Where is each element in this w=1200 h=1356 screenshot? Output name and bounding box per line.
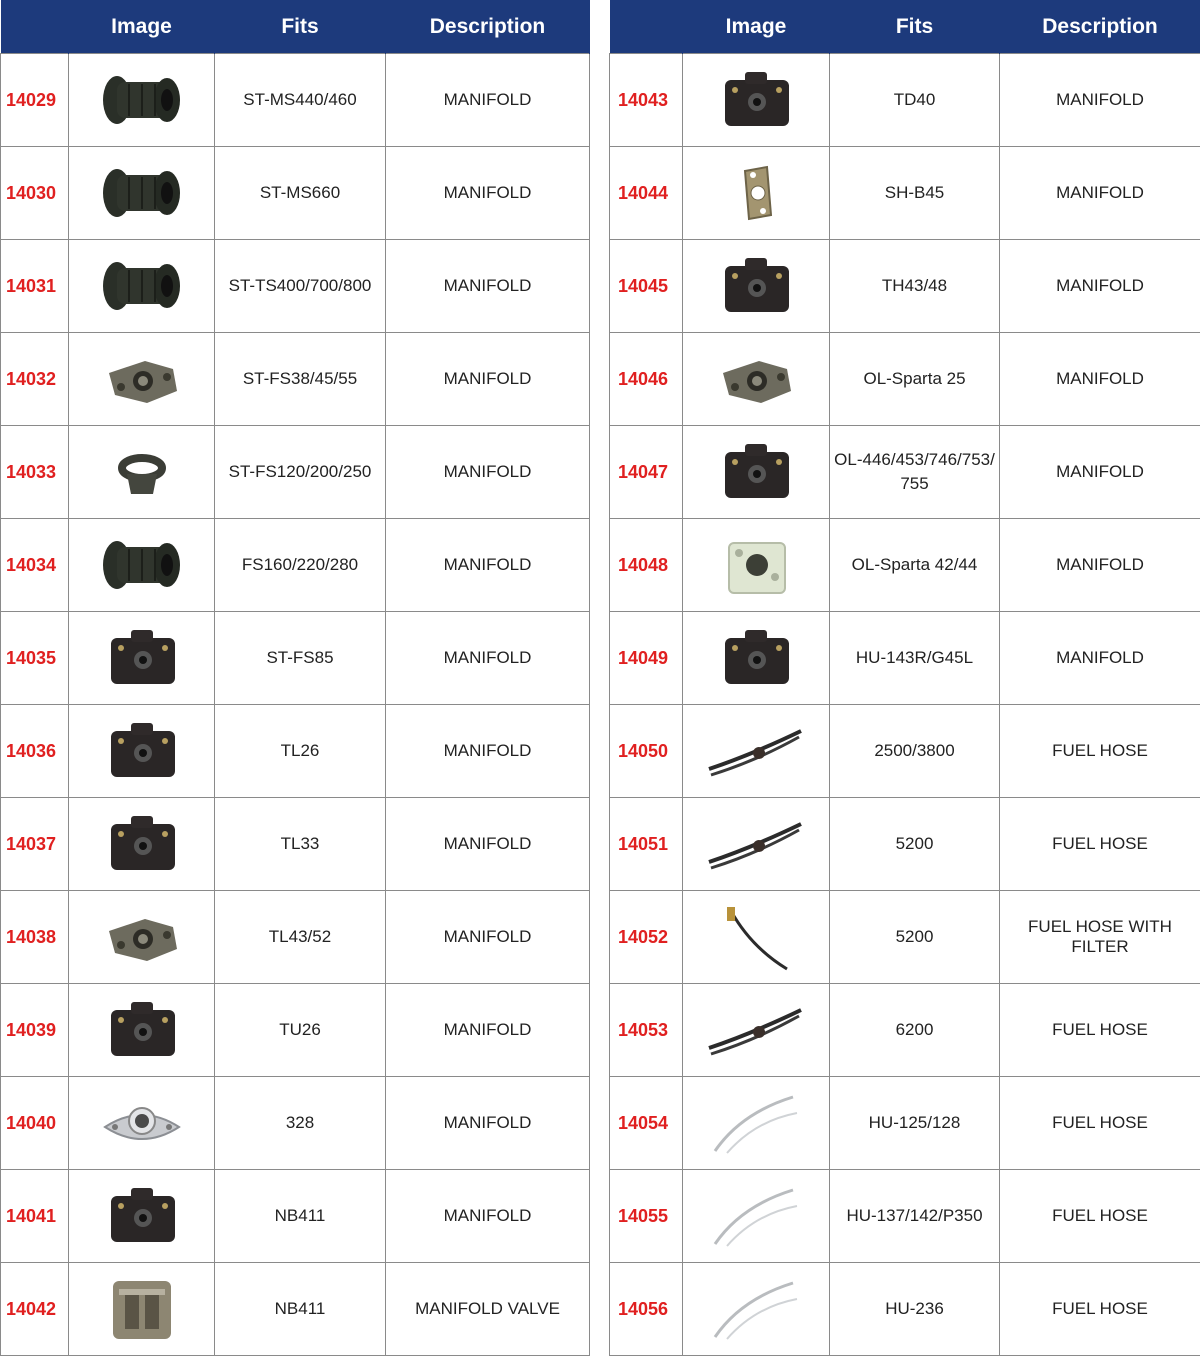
- part-number: 14041: [1, 1170, 69, 1263]
- rubber-manifold-icon: [71, 153, 212, 233]
- part-number: 14056: [610, 1263, 683, 1356]
- block-manifold-icon: [71, 1176, 212, 1256]
- table-row: [610, 1263, 1200, 1356]
- metal-flange-icon: [71, 1083, 212, 1163]
- part-image-cell: [683, 240, 830, 333]
- part-number: 14035: [1, 612, 69, 705]
- part-image-cell: [69, 1263, 215, 1356]
- part-number: 14049: [610, 612, 683, 705]
- table-row: [610, 1170, 1200, 1263]
- part-description: FUEL HOSE: [1000, 984, 1200, 1077]
- table-row: [1, 426, 590, 519]
- block-manifold-icon: [71, 711, 212, 791]
- part-number: 14031: [1, 240, 69, 333]
- part-description: FUEL HOSE WITH FILTER: [1000, 891, 1200, 984]
- part-description: MANIFOLD: [386, 891, 590, 984]
- parts-table-left: [0, 0, 590, 1356]
- gasket-icon: [685, 153, 827, 233]
- flange-manifold-icon: [71, 897, 212, 977]
- part-image-cell: [69, 705, 215, 798]
- table-row: [610, 240, 1200, 333]
- table-row: [1, 333, 590, 426]
- part-number: 14029: [1, 54, 69, 147]
- part-description: MANIFOLD: [1000, 519, 1200, 612]
- part-number: 14037: [1, 798, 69, 891]
- parts-table-right: [609, 0, 1200, 1356]
- table-row: [610, 705, 1200, 798]
- part-description: MANIFOLD: [1000, 240, 1200, 333]
- table-row: [610, 147, 1200, 240]
- part-description: FUEL HOSE: [1000, 1170, 1200, 1263]
- fits-model: OL-446/453/746/753/ 755: [830, 426, 1000, 519]
- clear-hose-icon: [685, 1269, 827, 1349]
- part-number: 14038: [1, 891, 69, 984]
- part-number: 14043: [610, 54, 683, 147]
- part-description: MANIFOLD: [386, 705, 590, 798]
- part-image-cell: [683, 798, 830, 891]
- description-column-header: Description: [386, 0, 590, 54]
- fits-model: ST-FS85: [215, 612, 386, 705]
- table-row: [1, 1263, 590, 1356]
- part-number: 14036: [1, 705, 69, 798]
- fits-model: FS160/220/280: [215, 519, 386, 612]
- part-description: MANIFOLD: [1000, 612, 1200, 705]
- part-image-cell: [683, 426, 830, 519]
- fits-model: TH43/48: [830, 240, 1000, 333]
- part-number: 14039: [1, 984, 69, 1077]
- fits-model: TL33: [215, 798, 386, 891]
- part-description: FUEL HOSE: [1000, 705, 1200, 798]
- fits-model: TL43/52: [215, 891, 386, 984]
- fits-model: TL26: [215, 705, 386, 798]
- part-number: 14055: [610, 1170, 683, 1263]
- part-image-cell: [69, 333, 215, 426]
- part-description: MANIFOLD: [386, 426, 590, 519]
- fits-model: 5200: [830, 798, 1000, 891]
- part-image-cell: [69, 54, 215, 147]
- flange-manifold-icon: [71, 339, 212, 419]
- part-description: FUEL HOSE: [1000, 798, 1200, 891]
- part-number: 14044: [610, 147, 683, 240]
- block-manifold-icon: [685, 246, 827, 326]
- table-row: [1, 147, 590, 240]
- part-image-cell: [69, 426, 215, 519]
- table-row: [610, 891, 1200, 984]
- description-column-header: Description: [1000, 0, 1200, 54]
- fits-model: OL-Sparta 42/44: [830, 519, 1000, 612]
- table-row: [610, 426, 1200, 519]
- parts-table-left-body: [1, 54, 590, 1356]
- fits-model: HU-125/128: [830, 1077, 1000, 1170]
- part-number: 14050: [610, 705, 683, 798]
- table-row: [1, 1170, 590, 1263]
- part-image-cell: [683, 1170, 830, 1263]
- reed-valve-icon: [71, 1269, 212, 1349]
- part-image-cell: [683, 612, 830, 705]
- part-image-cell: [69, 240, 215, 333]
- ring-manifold-icon: [71, 432, 212, 512]
- part-number: 14030: [1, 147, 69, 240]
- fits-model: 5200: [830, 891, 1000, 984]
- part-image-cell: [683, 333, 830, 426]
- table-row: [610, 798, 1200, 891]
- part-description: MANIFOLD: [386, 333, 590, 426]
- part-image-cell: [69, 798, 215, 891]
- rubber-manifold-icon: [71, 60, 212, 140]
- part-image-cell: [69, 1170, 215, 1263]
- part-description: MANIFOLD: [1000, 333, 1200, 426]
- part-number: 14053: [610, 984, 683, 1077]
- fits-model: ST-MS660: [215, 147, 386, 240]
- part-image-cell: [683, 984, 830, 1077]
- part-image-cell: [69, 1077, 215, 1170]
- rubber-manifold-icon: [71, 525, 212, 605]
- table-row: [1, 612, 590, 705]
- table-row: [1, 240, 590, 333]
- table-header-row: [1, 0, 590, 54]
- table-row: [610, 612, 1200, 705]
- part-image-cell: [69, 147, 215, 240]
- flange-manifold-icon: [685, 339, 827, 419]
- fits-model: HU-137/142/P350: [830, 1170, 1000, 1263]
- fits-column-header: Fits: [830, 0, 1000, 54]
- block-manifold-icon: [71, 804, 212, 884]
- fits-model: ST-TS400/700/800: [215, 240, 386, 333]
- fits-model: TD40: [830, 54, 1000, 147]
- fits-column-header: Fits: [215, 0, 386, 54]
- fits-model: ST-FS120/200/250: [215, 426, 386, 519]
- part-number: 14032: [1, 333, 69, 426]
- block-manifold-icon: [71, 990, 212, 1070]
- part-image-cell: [69, 891, 215, 984]
- part-image-cell: [683, 147, 830, 240]
- block-manifold-icon: [685, 618, 827, 698]
- part-description: MANIFOLD: [1000, 54, 1200, 147]
- block-manifold-icon: [685, 432, 827, 512]
- part-number: 14051: [610, 798, 683, 891]
- fuel-hose-icon: [685, 990, 827, 1070]
- part-number: 14054: [610, 1077, 683, 1170]
- image-column-header: Image: [69, 0, 215, 54]
- table-row: [1, 705, 590, 798]
- part-image-cell: [683, 54, 830, 147]
- fits-model: NB411: [215, 1170, 386, 1263]
- part-number: 14047: [610, 426, 683, 519]
- part-description: MANIFOLD: [386, 1170, 590, 1263]
- part-description: MANIFOLD: [386, 54, 590, 147]
- fits-model: 328: [215, 1077, 386, 1170]
- table-row: [610, 333, 1200, 426]
- fits-model: NB411: [215, 1263, 386, 1356]
- fits-model: ST-FS38/45/55: [215, 333, 386, 426]
- fuel-hose-icon: [685, 804, 827, 884]
- part-description: MANIFOLD VALVE: [386, 1263, 590, 1356]
- code-column-header: [610, 0, 683, 54]
- part-number: 14034: [1, 519, 69, 612]
- fits-model: HU-236: [830, 1263, 1000, 1356]
- part-image-cell: [69, 984, 215, 1077]
- code-column-header: [1, 0, 69, 54]
- table-row: [1, 798, 590, 891]
- table-row: [1, 891, 590, 984]
- part-image-cell: [683, 1077, 830, 1170]
- white-manifold-icon: [685, 525, 827, 605]
- part-description: MANIFOLD: [386, 612, 590, 705]
- part-image-cell: [683, 705, 830, 798]
- clear-hose-icon: [685, 1083, 827, 1163]
- part-image-cell: [683, 1263, 830, 1356]
- table-row: [1, 519, 590, 612]
- fuel-hose-filter-icon: [685, 897, 827, 977]
- image-column-header: Image: [683, 0, 830, 54]
- part-description: FUEL HOSE: [1000, 1263, 1200, 1356]
- part-description: MANIFOLD: [386, 240, 590, 333]
- part-description: MANIFOLD: [386, 519, 590, 612]
- rubber-manifold-icon: [71, 246, 212, 326]
- part-description: MANIFOLD: [386, 798, 590, 891]
- table-header-row: [610, 0, 1200, 54]
- table-row: [1, 1077, 590, 1170]
- part-image-cell: [683, 519, 830, 612]
- fuel-hose-icon: [685, 711, 827, 791]
- block-manifold-icon: [71, 618, 212, 698]
- part-description: MANIFOLD: [1000, 426, 1200, 519]
- part-image-cell: [683, 891, 830, 984]
- part-description: MANIFOLD: [386, 984, 590, 1077]
- fits-model: TU26: [215, 984, 386, 1077]
- part-number: 14040: [1, 1077, 69, 1170]
- table-row: [1, 984, 590, 1077]
- part-number: 14033: [1, 426, 69, 519]
- fits-model: ST-MS440/460: [215, 54, 386, 147]
- table-row: [610, 984, 1200, 1077]
- part-image-cell: [69, 519, 215, 612]
- fits-model: SH-B45: [830, 147, 1000, 240]
- table-row: [610, 519, 1200, 612]
- part-number: 14046: [610, 333, 683, 426]
- part-number: 14048: [610, 519, 683, 612]
- part-description: MANIFOLD: [386, 1077, 590, 1170]
- table-row: [610, 54, 1200, 147]
- table-row: [1, 54, 590, 147]
- part-number: 14045: [610, 240, 683, 333]
- block-manifold-icon: [685, 60, 827, 140]
- fits-model: 6200: [830, 984, 1000, 1077]
- table-row: [610, 1077, 1200, 1170]
- parts-table-right-body: [610, 54, 1200, 1356]
- fits-model: HU-143R/G45L: [830, 612, 1000, 705]
- part-number: 14052: [610, 891, 683, 984]
- part-image-cell: [69, 612, 215, 705]
- part-description: FUEL HOSE: [1000, 1077, 1200, 1170]
- clear-hose-icon: [685, 1176, 827, 1256]
- part-description: MANIFOLD: [386, 147, 590, 240]
- fits-model: OL-Sparta 25: [830, 333, 1000, 426]
- part-description: MANIFOLD: [1000, 147, 1200, 240]
- part-number: 14042: [1, 1263, 69, 1356]
- fits-model: 2500/3800: [830, 705, 1000, 798]
